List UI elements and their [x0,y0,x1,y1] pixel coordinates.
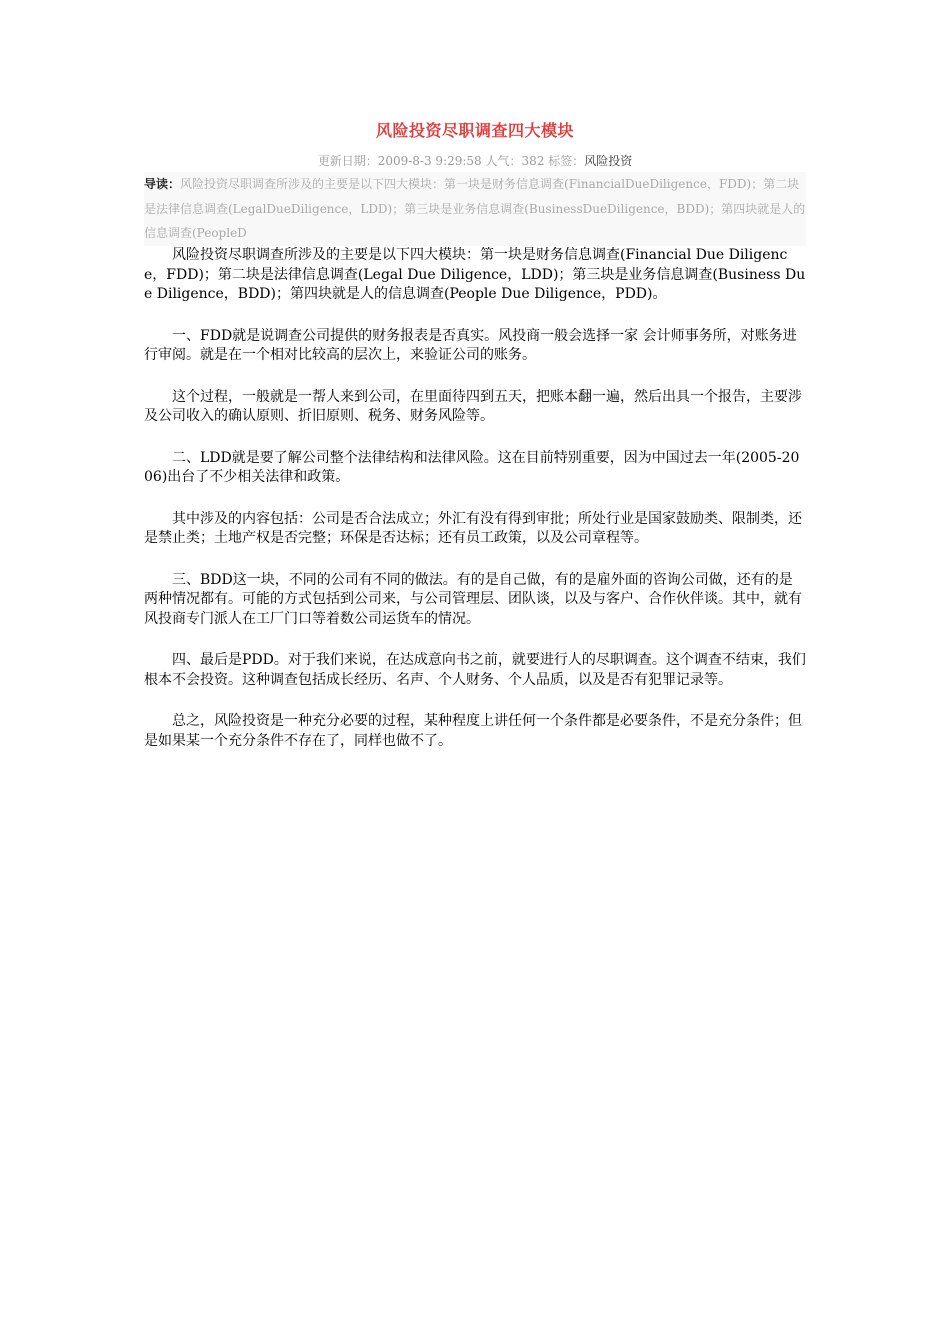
tags-label: 标签： [548,154,585,168]
paragraph-conclusion: 总之，风险投资是一种充分必要的过程，某种程度上讲任何一个条件都是必要条件，不是充分条件；但是如果某一个充分条件不存在了，同样也做不了。 [144,713,802,749]
paragraph-intro: 风险投资尽职调查所涉及的主要是以下四大模块：第一块是财务信息调查(Financial Due Diligence，FDD)；第二块是法律信息调查(Legal Due Diligence，LDD)；第三块是业务信息调查(Business Due Diligence，BDD)；第四块就是人的信息调查(People Due Diligence，PDD)。 [144,247,806,302]
updated-label: 更新日期： [317,154,378,168]
article-title: 风险投资尽职调查四大模块 [375,121,574,140]
tag-link[interactable]: 风险投资 [584,154,633,168]
article-meta [0,152,950,169]
updated-value: 2009-8-3 9:29:58 [377,154,482,168]
paragraph-ldd: 二、LDD就是要了解公司整个法律结构和法律风险。这在目前特别重要，因为中国过去一年(2005-2006)出台了不少相关法律和政策。 [144,449,800,485]
paragraph-bdd: 三、BDD这一块，不同的公司有不同的做法。有的是自己做，有的是雇外面的咨询公司做，还有的是两种情况都有。可能的方式包括到公司来，与公司管理层、团队谈，以及与客户、合作伙伴谈。其中，就有风投商专门派人在工厂门口等着数公司运货车的情况。 [144,571,802,627]
guide-label: 导读： [144,177,181,191]
paragraph-fdd-process: 这个过程，一般就是一帮人来到公司，在里面待四到五天，把账本翻一遍，然后出具一个报告，主要涉及公司收入的确认原则、折旧原则、税务、财务风险等。 [144,388,802,424]
article-body [144,246,806,773]
guide-summary [144,172,806,246]
guide-text: 风险投资尽职调查所涉及的主要是以下四大模块：第一块是财务信息调查(FinancialDueDiligence，FDD)；第二块是法律信息调查(LegalDueDiligence，LDD)；第三块是业务信息调查(BusinessDueDiligence，BDD)；第四块就是人的信息调查(PeopleD [144,177,806,240]
views-value: 382 [521,154,545,168]
views-label: 人气： [485,154,522,168]
paragraph-fdd: 一、FDD就是说调查公司提供的财务报表是否真实。风投商一般会选择一家 会计师事务所，对账务进行审阅。就是在一个相对比较高的层次上，来验证公司的账务。 [144,327,797,363]
paragraph-ldd-content: 其中涉及的内容包括：公司是否合法成立；外汇有没有得到审批；所处行业是国家鼓励类、限制类，还是禁止类；土地产权是否完整；环保是否达标；还有员工政策，以及公司章程等。 [144,510,802,546]
paragraph-pdd: 四、最后是PDD。对于我们来说，在达成意向书之前，就要进行人的尽职调查。这个调查不结束，我们根本不会投资。这种调查包括成长经历、名声、个人财务、个人品质，以及是否有犯罪记录等。 [144,652,806,688]
